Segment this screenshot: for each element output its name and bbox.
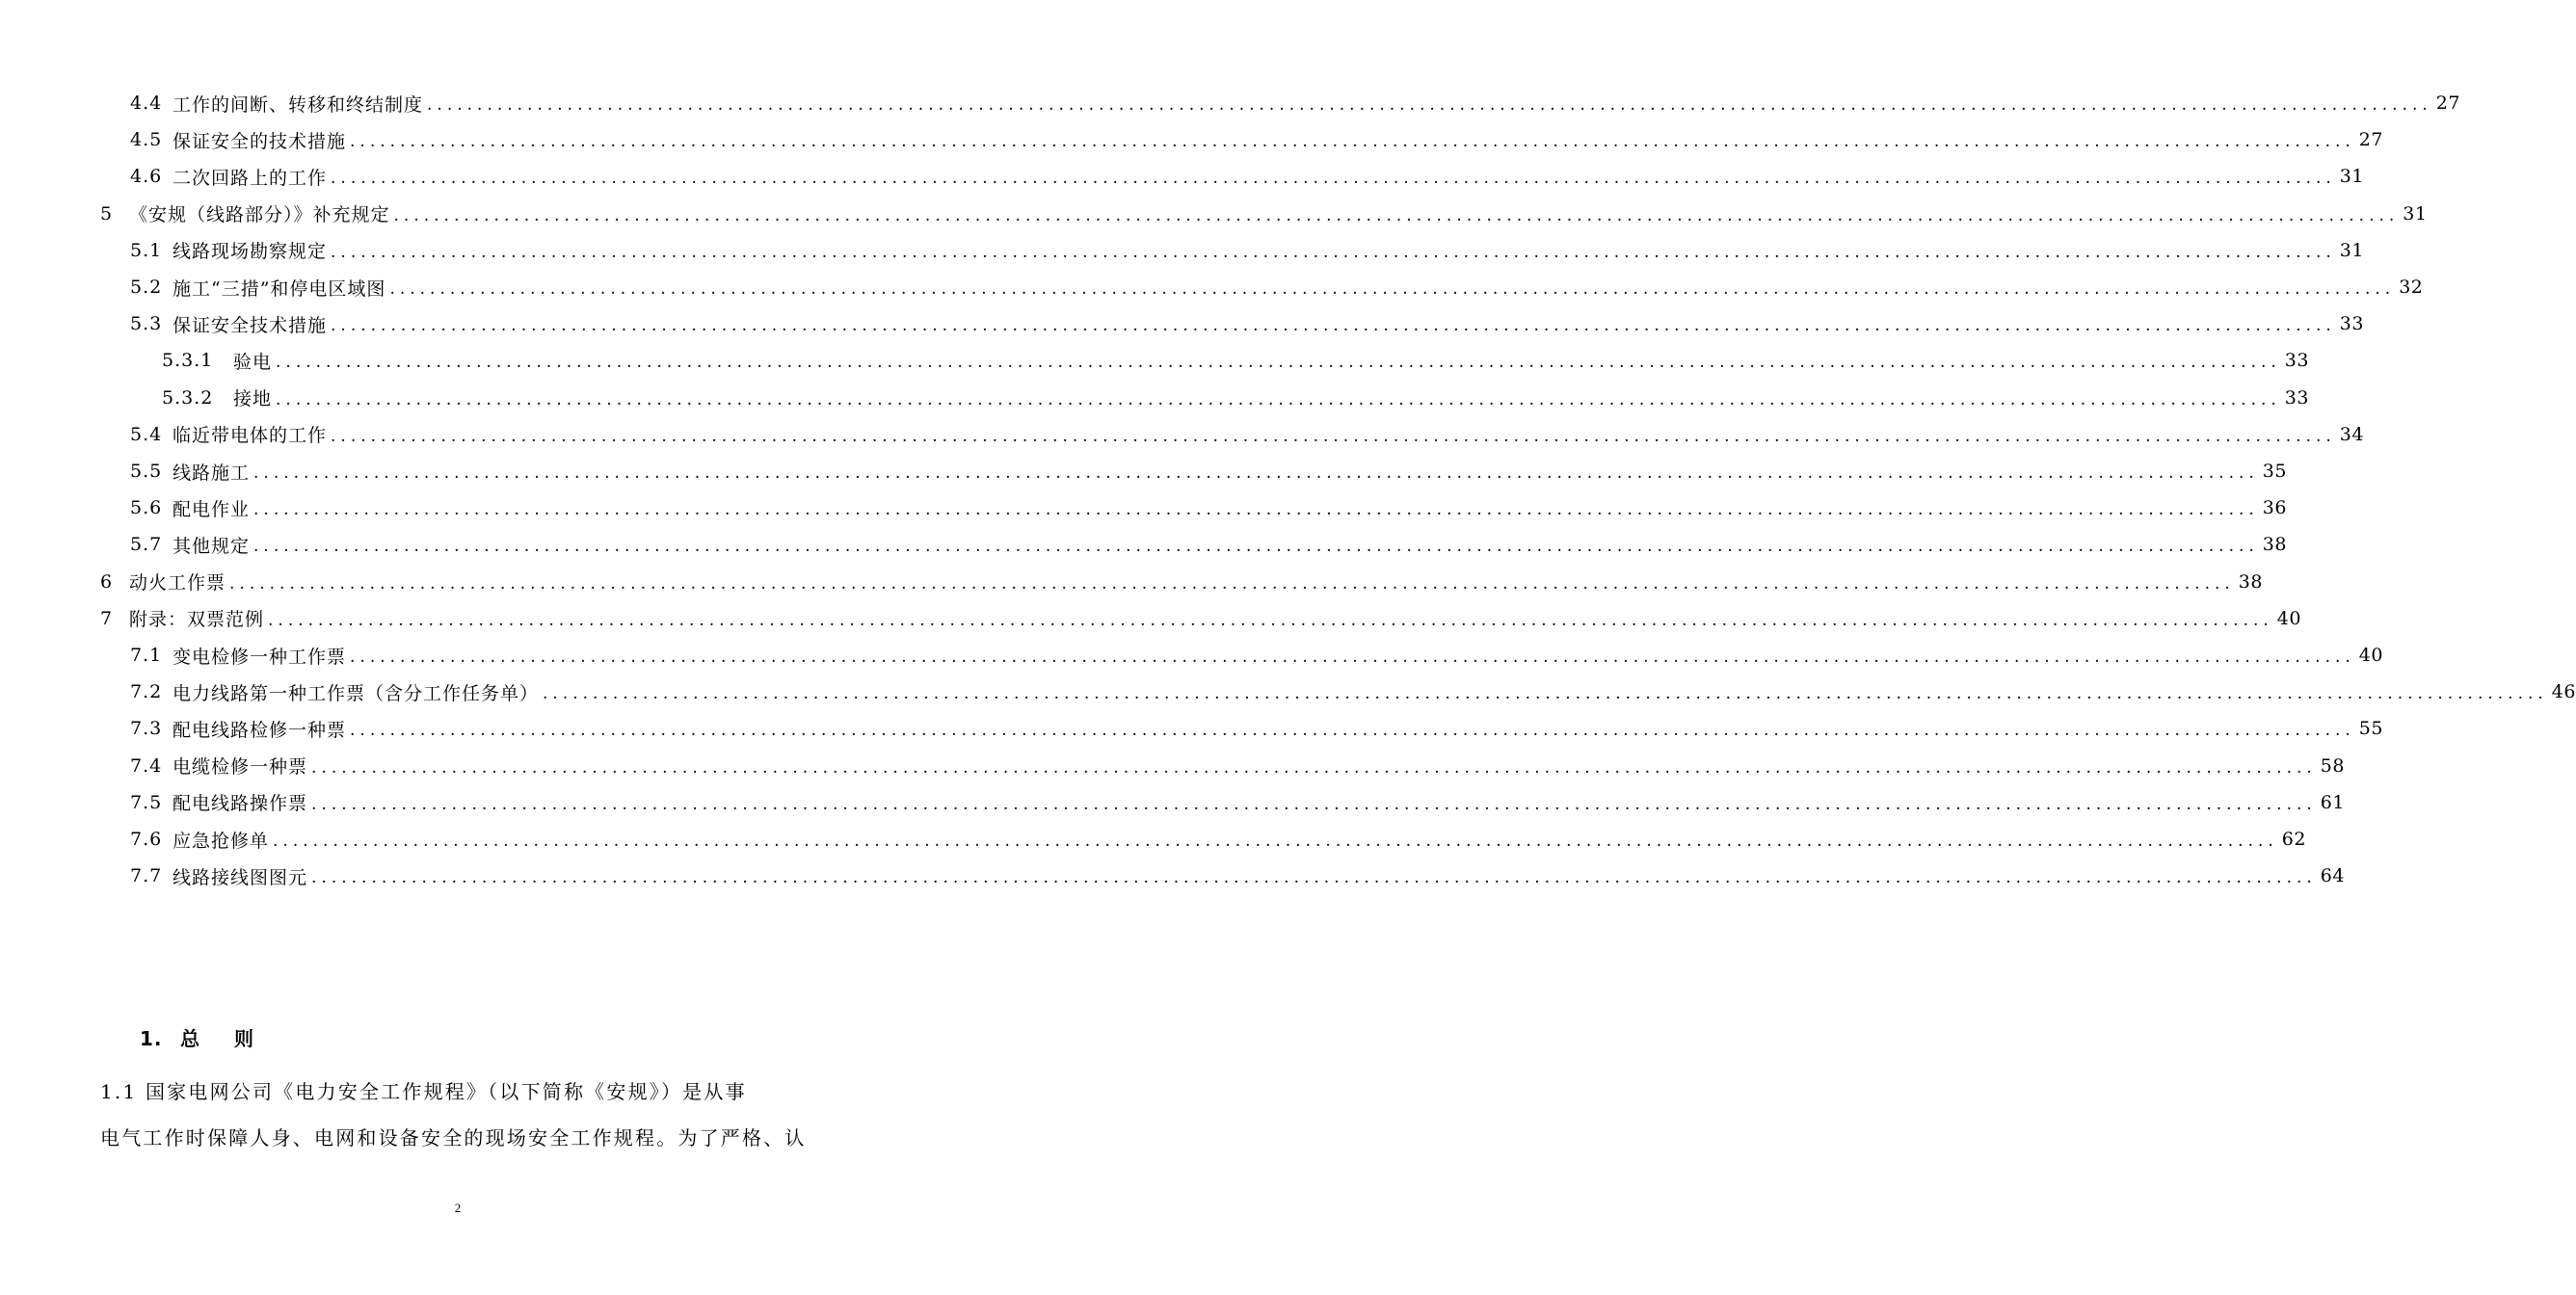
toc-entry-page: 38: [2262, 534, 2287, 556]
toc-entry[interactable]: [130, 530, 2287, 559]
toc-entry-title: 临近带电体的工作: [173, 425, 328, 447]
toc-dot-leader: ........................................................................................................................................................................................................: [331, 169, 2336, 189]
toc-dot-leader: ........................................................................................................................................................................................................: [350, 721, 2355, 741]
toc-dot-leader: ........................................................................................................................................................................................................: [311, 868, 2317, 888]
toc-entry[interactable]: [100, 604, 2301, 633]
toc-entry-number: 6: [100, 570, 114, 593]
toc-entry-title: 工作的间断、转移和终结制度: [173, 93, 424, 116]
toc-dot-leader: ........................................................................................................................................................................................................: [350, 648, 2355, 667]
toc-dot-leader: ........................................................................................................................................................................................................: [311, 794, 2317, 814]
toc-entry-number: 7.2: [130, 681, 163, 703]
toc-entry-title: 接地: [233, 388, 273, 410]
section-title-char-2: 则: [234, 1027, 254, 1050]
toc-entry-title: 线路现场勘察规定: [173, 241, 328, 263]
toc-entry[interactable]: [130, 273, 2424, 302]
toc-entry-title: 应急抢修单: [173, 830, 270, 852]
toc-dot-leader: ........................................................................................................................................................................................................: [331, 316, 2336, 336]
section-number: 1.: [140, 1027, 163, 1050]
toc-entry-page: 36: [2262, 497, 2287, 519]
toc-dot-leader: ........................................................................................................................................................................................................: [331, 426, 2336, 446]
toc-entry-page: 62: [2281, 829, 2306, 850]
toc-entry-title: 电力线路第一种工作票（含分工作任务单）: [173, 682, 540, 704]
toc-entry-title: 变电检修一种工作票: [173, 646, 347, 668]
toc-entry[interactable]: [130, 677, 2576, 706]
toc-entry-number: 7.3: [130, 718, 163, 740]
toc-dot-leader: ........................................................................................................................................................................................................: [427, 95, 2432, 115]
toc-dot-leader: ........................................................................................................................................................................................................: [276, 389, 2281, 410]
toc-entry-page: 33: [2284, 386, 2309, 409]
toc-entry-title: 电缆检修一种票: [173, 756, 308, 779]
toc-entry[interactable]: [130, 89, 2460, 118]
toc-entry-number: 5.4: [130, 423, 163, 445]
toc-dot-leader: ........................................................................................................................................................................................................: [273, 832, 2278, 851]
toc-entry-page: 27: [2358, 129, 2383, 151]
toc-entry-page: 55: [2358, 718, 2383, 740]
toc-entry[interactable]: [130, 714, 2383, 743]
toc-entry-page: 32: [2399, 277, 2424, 298]
section-title-char-1: 总: [180, 1027, 200, 1050]
toc-entry-number: 7.5: [130, 791, 163, 813]
toc-entry-number: 7.7: [130, 865, 163, 887]
toc-entry-page: 33: [2339, 313, 2364, 335]
toc-entry-title: 动火工作票: [129, 572, 226, 595]
toc-entry-number: 4.5: [130, 129, 163, 151]
toc-entry[interactable]: [130, 752, 2345, 780]
toc-entry[interactable]: [130, 420, 2364, 449]
toc-entry[interactable]: [130, 125, 2383, 154]
toc-dot-leader: ........................................................................................................................................................................................................: [268, 610, 2273, 630]
toc-entry-title: 配电线路检修一种票: [173, 719, 347, 741]
toc-entry-number: 5.1: [130, 239, 163, 261]
toc-entry-number: 7.6: [130, 829, 163, 850]
toc-dot-leader: ........................................................................................................................................................................................................: [253, 463, 2259, 483]
toc-entry-title: 二次回路上的工作: [173, 167, 328, 189]
toc-entry-number: 4.6: [130, 166, 163, 188]
toc-entry-title: 保证安全技术措施: [173, 314, 328, 336]
toc-entry-title: 其他规定: [173, 535, 251, 557]
toc-entry-page: 31: [2339, 239, 2364, 261]
page-number: 2: [454, 1201, 462, 1215]
toc-entry-page: 35: [2262, 461, 2287, 482]
toc-entry-title: 《安规（线路部分）》补充规定: [129, 204, 390, 226]
toc-entry-title: 线路施工: [173, 462, 251, 484]
toc-entry-number: 5.3: [130, 313, 163, 335]
section-heading: [140, 1023, 254, 1051]
toc-entry-number: 7.4: [130, 754, 163, 777]
toc-entry-page: 34: [2339, 423, 2364, 445]
toc-entry[interactable]: [130, 236, 2364, 265]
toc-entry-number: 7: [100, 607, 114, 629]
toc-entry-title: 保证安全的技术措施: [173, 130, 347, 152]
toc-entry[interactable]: [130, 825, 2306, 854]
toc-entry-page: 38: [2238, 570, 2263, 593]
toc-entry-number: 5.3.2: [162, 386, 214, 409]
toc-dot-leader: ........................................................................................................................................................................................................: [253, 500, 2259, 520]
toc-entry-number: 5.6: [130, 497, 163, 519]
toc-entry-title: 线路接线图图元: [173, 866, 308, 888]
toc-entry[interactable]: [130, 309, 2364, 338]
toc-entry-number: 4.4: [130, 92, 163, 114]
toc-entry-title: 施工“三措”和停电区域图: [173, 278, 386, 300]
toc-entry-title: 配电线路操作票: [173, 793, 308, 815]
toc-entry[interactable]: [130, 861, 2345, 890]
toc-entry-page: 33: [2284, 350, 2309, 372]
toc-entry-page: 64: [2320, 865, 2345, 887]
toc-entry-page: 46: [2551, 681, 2576, 703]
toc-entry-page: 31: [2339, 166, 2364, 188]
toc-dot-leader: ........................................................................................................................................................................................................: [389, 279, 2396, 299]
toc-entry-title: 验电: [233, 351, 273, 373]
toc-entry-page: 31: [2403, 202, 2428, 225]
toc-entry-page: 27: [2435, 92, 2460, 114]
toc-entry[interactable]: [130, 457, 2287, 486]
toc-dot-leader: ........................................................................................................................................................................................................: [331, 242, 2336, 262]
toc-dot-leader: ........................................................................................................................................................................................................: [311, 757, 2317, 778]
body-paragraph-line-2: 电气工作时保障人身、电网和设备安全的现场安全工作规程。为了严格、认: [100, 1126, 807, 1150]
toc-entry-number: 5.2: [130, 277, 163, 298]
toc-entry[interactable]: [130, 641, 2383, 670]
toc-entry[interactable]: [162, 346, 2309, 375]
toc-entry-title: 附录：双票范例: [129, 609, 265, 631]
toc-entry-number: 5.5: [130, 461, 163, 482]
toc-dot-leader: ........................................................................................................................................................................................................: [350, 132, 2355, 152]
toc-dot-leader: ........................................................................................................................................................................................................: [253, 537, 2259, 557]
toc-entry-title: 配电作业: [173, 498, 251, 520]
toc-entry-page: 40: [2276, 607, 2301, 629]
toc-entry-number: 5.7: [130, 534, 163, 556]
toc-entry[interactable]: [130, 493, 2287, 522]
toc-entry-page: 58: [2320, 754, 2345, 777]
toc-entry-page: 40: [2358, 645, 2383, 666]
toc-entry-number: 7.1: [130, 645, 163, 666]
toc-entry-page: 61: [2320, 791, 2345, 813]
toc-dot-leader: ........................................................................................................................................................................................................: [393, 205, 2400, 225]
toc-entry-number: 5: [100, 202, 114, 225]
toc-entry[interactable]: [130, 162, 2364, 191]
toc-entry[interactable]: [130, 788, 2345, 817]
toc-entry[interactable]: [162, 383, 2309, 412]
toc-entry[interactable]: [100, 568, 2263, 596]
toc-dot-leader: ........................................................................................................................................................................................................: [276, 353, 2281, 373]
toc-dot-leader: ........................................................................................................................................................................................................: [543, 684, 2548, 704]
toc-entry[interactable]: [100, 199, 2428, 228]
toc-dot-leader: ........................................................................................................................................................................................................: [229, 573, 2235, 594]
toc-entry-number: 5.3.1: [162, 350, 214, 372]
body-paragraph-line-1: 1.1 国家电网公司《电力安全工作规程》（以下简称《安规》）是从事: [100, 1080, 747, 1103]
